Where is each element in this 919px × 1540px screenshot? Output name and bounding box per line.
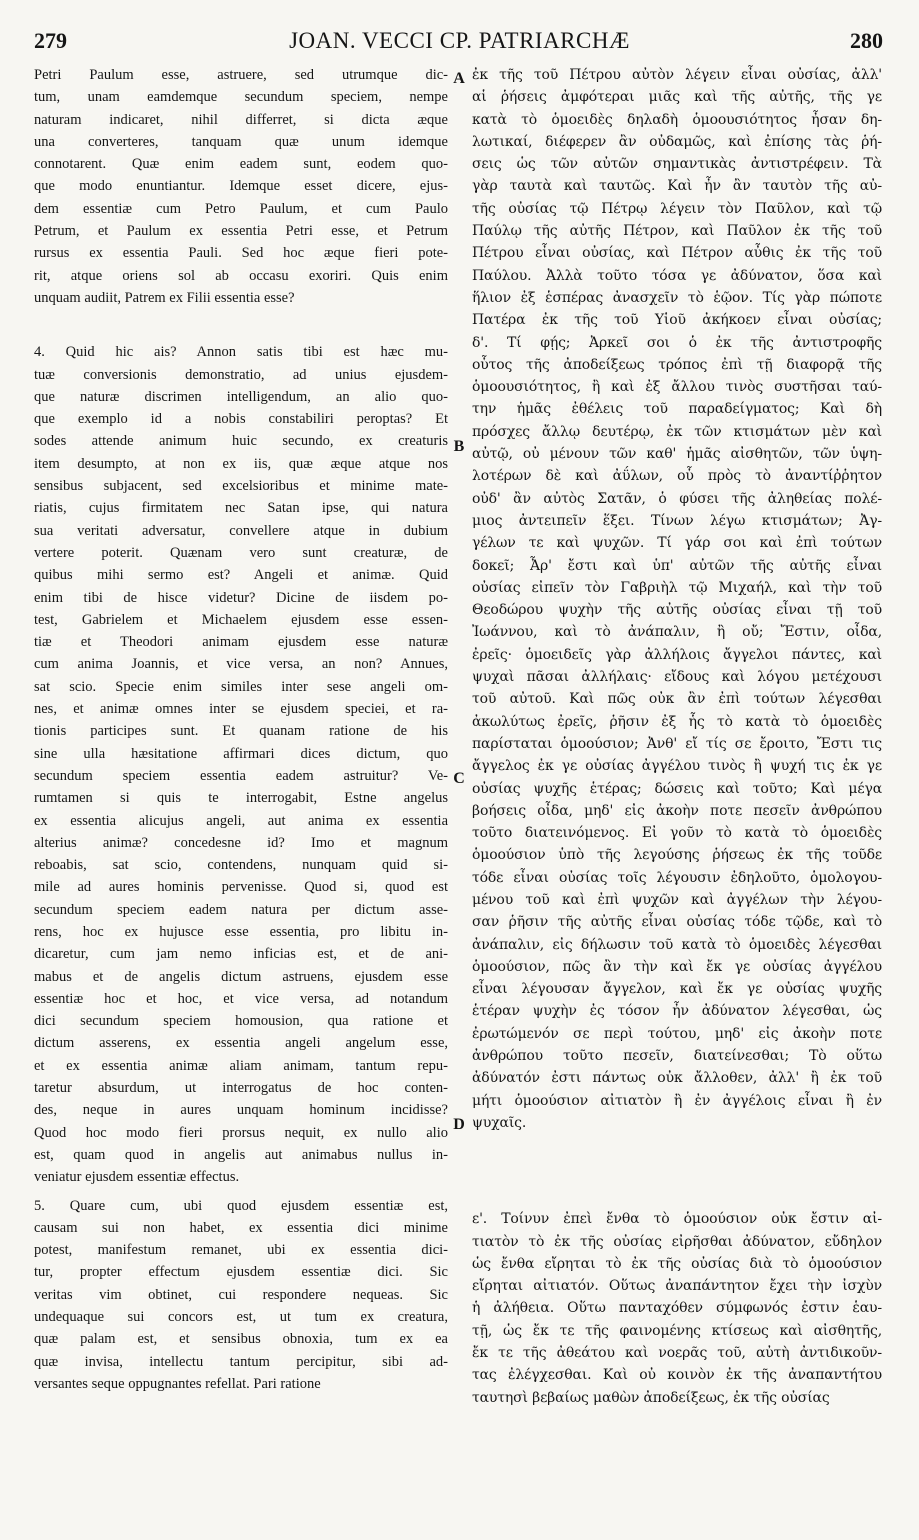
text-line: causam sui non habet, ex essentia dici minime (34, 1219, 448, 1236)
text-line: sat scio. Specie enim similes inter sese angeli om- (34, 678, 448, 695)
text-line: παρίσταται ὁμοούσιον; Ἀνθ' εἴ τίς σε ἔροιτο, Ἔστι τις (472, 735, 882, 752)
text-line: λωτικαί, διέφερεν ἂν οὐδαμῶς, καὶ ἐπίσης τὰς ῥή- (472, 133, 882, 150)
text-line: et ex essentia animæ aliam animam, tantum repu- (34, 1057, 448, 1074)
text-line: οὐσίας εἰπεῖν τὸν Γαβριὴλ τῷ Μιχαήλ, καὶ τὴν τοῦ (472, 579, 882, 596)
text-line: τῆς οὐσίας τῷ Πέτρῳ λέγειν τὸν Παῦλον, καὶ τῷ (472, 200, 882, 217)
text-line: ψυχαῖς. (472, 1114, 527, 1131)
margin-marker-d: D (453, 1116, 465, 1133)
text-line: dem essentiæ cum Petro Paulum, et cum Paulo (34, 200, 448, 217)
text-line: dicaretur, cum jam nemo inficias est, et de ani- (34, 946, 448, 963)
text-line: μήτι ὁμοούσιον αἰτιατὸν ἢ ἐν ἀγγέλοις εἶναι ἢ ἐν (472, 1092, 882, 1109)
text-line: Θεοδώρου ψυχὴν τῆς αὐτῆς οὐσίας εἶναι τῇ τοῦ (472, 602, 882, 619)
text-line: ταυτησὶ βεβαίως μαθὼν ἀποδείξεως, ἐκ τῆς οὐσίας (472, 1389, 830, 1406)
greek-paragraph-5 (472, 1208, 882, 1409)
text-line: ὡς ἔνθα εἴρηται τὸ ἐκ τῆς οὐσίας διὰ τὸ ὁμοούσιον (472, 1255, 882, 1272)
text-line: mabus et de angelis dictum astruens, ejusdem esse (34, 968, 448, 985)
text-line: πρόσχες ἄλλῳ δευτέρῳ, ἐκ τῶν κτισμάτων μὲν καὶ (472, 423, 882, 440)
text-line: κατὰ τὸ ὁμοειδὲς δηλαδὴ ὁμοουσιότητος ἦσαν δη- (472, 111, 882, 128)
text-line: alterius animæ? concedesne id? Imo et magnum (34, 834, 448, 851)
text-line: tur, propter effectum ejusdem essentiæ dici. Sic (34, 1264, 448, 1281)
greek-column (472, 64, 882, 1409)
text-line: potest, manifestum remanet, ubi ex essentia dici- (34, 1242, 448, 1259)
text-line: τόδε εἶναι οὐσίας τοῖς λέγουσιν ἐδηλοῦτο, ὁμολογου- (472, 869, 882, 886)
text-line: unquam audiit, Patrem ex Filii essentia esse? (34, 289, 295, 306)
text-line: ἐκ τῆς τοῦ Πέτρου αὐτὸν λέγειν εἶναι οὐσίας, ἀλλ' (472, 67, 882, 83)
text-line: ἡ ἀλήθεια. Οὕτω πανταχόθεν σύμφωνός ἐστιν ἑαυ- (472, 1300, 882, 1317)
text-line: veniatur ejusdem essentiæ effectus. (34, 1169, 240, 1186)
text-line: Ἰωάννου, καὶ τὸ ἀνάπαλιν, ἢ οὔ; Ἔστιν, οἶδα, (472, 624, 882, 641)
text-line: οὐσίας ψυχῆς ἑτέρας; δώσεις καὶ τοῦτο; Καὶ μέγα (472, 780, 882, 797)
text-line: Πέτρου εἶναι οὐσίας, καὶ Πέτρον αὖθις ἐκ τῆς τοῦ (472, 245, 882, 262)
running-title: JOAN. VECCI CP. PATRIARCHÆ (289, 28, 630, 53)
text-line: ἔκ τε τῆς ἀθεάτου καὶ νοερᾶς τοῦ, αὐτὴ ἀντιδικοῦν- (472, 1345, 882, 1362)
text-line: ε'. Τοίνυν ἐπεὶ ἔνθα τὸ ὁμοούσιον οὐκ ἔστιν αἰ- (472, 1211, 882, 1228)
text-line: ἄγγελος ἐκ γε οὐσίας ἀγγέλου τινὸς ἢ ψυχή τις ἐκ γε (472, 758, 882, 775)
text-line: μιος ἀντειπεῖν ἕξει. Τίνων λέγω κτισμάτων; Ἀγ- (472, 512, 882, 529)
text-line: ἀνθρώπου τοῦτο πεσεῖν, διατείνεσθαι; Τὸ οὕτω (472, 1048, 882, 1065)
text-line: ἐρωτώμενόν σε περὶ τούτου, μηδ' εἰς ἀκοὴν ποτε (472, 1025, 882, 1042)
text-line: Quod hoc modo fieri prorsus nequit, ex nullo alio (34, 1124, 448, 1141)
text-line: τοῦτο διατεινόμενος. Εἰ γοῦν τὸ κατὰ τὸ ὁμοειδὲς (472, 825, 882, 842)
text-line: sensibus subjacent, sed excelsioribus et minime mate- (34, 478, 448, 495)
text-line: vertere poterit. Quænam vero sunt creaturæ, de (34, 544, 448, 561)
text-line: εἶναι λέγουσαν ἄγγελον, καὶ ἔκ γε οὐσίας ψυχῆς (472, 981, 882, 998)
page-header (0, 28, 919, 68)
text-line: quibus mihi sermo est? Angeli et animæ. Quid (34, 567, 448, 584)
text-line: ἀκωλύτως ἐρεῖς, ῥῆσιν ἐξ ἧς τὸ κατὰ τὸ ὁμοειδὲς (472, 713, 882, 730)
text-line: tuæ conversionis demonstratio, ad unius ejusdem- (34, 366, 448, 383)
text-line: taretur absurdum, ut interrogatus de hoc conten- (34, 1080, 448, 1097)
text-line: veritas vim obtinet, cui respondere nequeas. Sic (34, 1286, 448, 1303)
text-line: ὁμοουσιότητος, ἢ καὶ ἐξ ἄλλου τινὸς συστῆσαι ταύ- (472, 379, 882, 396)
text-line: rursus ex essentia Pauli. Sed hoc æque fieri pote- (34, 245, 448, 262)
text-line: mile ad aures hominis pervenisse. Quod si, quod est (34, 879, 448, 896)
text-line: rit, atque oriens sol ab occasu exoriri. Quis enim (34, 267, 448, 284)
text-line: ὁμοούσιον ὑπὸ τῆς λεγούσης ῥήσεως ἐκ τῆς τοῦδε (472, 847, 882, 864)
text-line: σαν ῥῆσιν τῆς αὐτῆς εἶναι οὐσίας τόδε τῷδε, καὶ τὸ (472, 914, 882, 931)
text-line: connotarent. Quæ enim eadem sunt, eodem quo- (34, 156, 448, 173)
text-line: μένου τοῦ καὶ ἐπὶ ψυχῶν καὶ ἀγγέλων τὴν λέγου- (472, 891, 882, 908)
text-line: αἱ ῥήσεις ἀμφότεραι μιᾶς καὶ τῆς αὐτῆς, τῆς γε (472, 89, 882, 106)
text-line: αὐτῷ, οὐ μένουν τῶν καθ' ἡμᾶς αἰσθητῶν, τῶν ὑψη- (472, 446, 882, 463)
text-line: que modo enuntiantur. Idemque esset dicere, ejus- (34, 178, 448, 195)
text-line: essentiæ hoc et hoc, et vice versa, ad notandum (34, 990, 448, 1007)
text-line: δ'. Τί φῄς; Ἀρκεῖ σοι ὁ ἐκ τῆς ἀντιστροφῆς (472, 334, 882, 351)
text-line: dictum asserens, ex essentia angeli angelum esse, (34, 1035, 448, 1052)
margin-marker-b: B (453, 438, 465, 455)
text-line: sodes attende animum huic secundo, ex creaturis (34, 433, 448, 450)
text-line: οὗτος τῆς ἀποδείξεως τρόπος ἐπὶ τῇ διαφορᾷ τῆς (472, 356, 882, 373)
text-line: Petri Paulum esse, astruere, sed utrumque dic- (34, 67, 448, 83)
text-line: tiæ et Theodori animam ejusdem esse naturæ (34, 634, 448, 651)
text-line: εἴρηται αἰτιατόν. Οὕτως ἀναπάντητον ἔχει τὴν ἰσχὺν (472, 1278, 882, 1295)
text-line: sua veritati adversatur, convellere atque in dubium (34, 522, 448, 539)
text-line: τας ἐλέγχεσθαι. Καὶ οὐ κοινὸν ἐκ τῆς ἀναπαντήτου (472, 1367, 882, 1384)
text-line: undequaque sui concors est, ut tum ex creatura, (34, 1309, 448, 1326)
text-line: enim tibi de hisce videtur? Dicine de iisdem po- (34, 589, 448, 606)
text-line: nes, et animæ omnes inter se ejusdem speciei, et ra- (34, 701, 448, 718)
text-line: Παύλου. Ἀλλὰ τοῦτο τόσα γε ἀδύνατον, ὅσα καὶ (472, 267, 882, 284)
text-line: reboabis, sat scio, contendens, nunquam quid si- (34, 857, 448, 874)
latin-paragraph-5 (34, 1195, 448, 1396)
margin-marker-a: A (453, 70, 465, 87)
text-line: rumtamen si quis te interrogabit, Estne angelus (34, 790, 448, 807)
text-line: ex essentia alicujus angeli, aut anima ex essentia (34, 812, 448, 829)
text-line: γέλων τε καὶ ψυχῶν. Τί γάρ σοι καὶ ἐπὶ τούτων (472, 535, 882, 552)
text-line: una converteres, tanquam quæ unum idemque (34, 133, 448, 150)
text-line: est, quam quod in angelis aut animabus nullus in- (34, 1146, 448, 1163)
text-line: γὰρ ταυτὰ καὶ ταυτῶς. Καὶ ἦν ἂν ταυτὸν τῆς αὐ- (472, 178, 882, 195)
text-line: ἑτέραν ψυχὴν ἐς τόσον ἦν ἀδύνατον λέγεσθαι, ὡς (472, 1003, 882, 1020)
latin-paragraph-4 (34, 341, 448, 1188)
text-line: την ἡμᾶς ἐθέλεις τοῦ παραδείγματος; Καὶ δὴ (472, 401, 882, 418)
text-line: naturam indicaret, nihil differret, si dicta æque (34, 111, 448, 128)
latin-column (34, 64, 448, 1395)
text-line: dici secundum speciem homousion, qua ratione et (34, 1013, 448, 1030)
text-line: que exemplo id a nobis constabiliri peroptas? Et (34, 411, 448, 428)
text-line: ἀδύνατόν ἐστι πάντως οὐκ ἄλλοθεν, ἀλλ' ἢ ἐκ τοῦ (472, 1070, 882, 1087)
text-line: ὁμοούσιον, πῶς ἂν τὴν καὶ ἔκ γε οὐσίας ἀγγέλου (472, 958, 882, 975)
page-number-right: 280 (850, 28, 883, 53)
text-line: δοκεῖ; Ἆρ' ἔστι καὶ ὑπ' αὐτῶν τῆς αὐτῆς εἶναι (472, 557, 882, 574)
text-line: τιατὸν τὸ ἐκ τῆς οὐσίας εἰρῆσθαι ἀδύνατον, εὔδηλον (472, 1233, 882, 1250)
page-number-left: 279 (34, 28, 67, 53)
text-line: quæ palam est, et sensibus obnoxia, tum ex ea (34, 1331, 448, 1348)
text-line: tum, unam eamdemque secundum speciem, nempe (34, 89, 448, 106)
text-line: test, Gabrielem et Michaelem ejusdem esse essen- (34, 611, 448, 628)
text-line: 5. Quare cum, ubi quod ejusdem essentiæ est, (34, 1197, 448, 1214)
text-line: ψυχαὶ πᾶσαι ἀλλήλαις· εἴδους καὶ λόγου μετέχουσι (472, 669, 882, 686)
text-line: ἥλιον ἐξ ἑσπέρας ἀνασχεῖν τὸ ἑῷον. Τίς γὰρ πώποτε (472, 289, 882, 306)
greek-paragraph-1 (472, 64, 882, 1134)
text-line: secundum speciem eadem natura per dictum asse- (34, 901, 448, 918)
text-line: tionis participes sunt. Et quanam ratione de his (34, 723, 448, 740)
text-line: item desumpto, at non ex iis, quæ æque atque nos (34, 455, 448, 472)
text-line: ἐρεῖς· ὁμοειδεῖς γὰρ ἀλλήλοις ἄγγελοι πάντες, καὶ (472, 646, 882, 663)
text-line: rens, hoc ex hujusce esse essentia, pro libitu in- (34, 923, 448, 940)
text-line: sine ulla hæsitatione affirmari dices dictum, quo (34, 745, 448, 762)
text-line: que naturæ discrimen intelligendum, an alio quo- (34, 388, 448, 405)
text-line: secundum speciem essentia eadem astruitur? Ve- (34, 767, 448, 784)
text-line: ἀνάπαλιν, εἰς δήλωσιν τοῦ κατὰ τὸ ὁμοειδὲς λέγεσθαι (472, 936, 882, 953)
text-line: οὐδ' ἂν αὐτὸς Σατᾶν, ὁ φύσει τῆς ἀληθείας πολέ- (472, 490, 882, 507)
text-line: Πατέρα ἐκ τῆς τοῦ Υἱοῦ ἀκήκοεν εἶναι οὐσίας; (472, 312, 882, 329)
text-line: τῇ, ὡς ἔκ τε τῆς φαινομένης κτίσεως καὶ αἰσθητῆς, (472, 1322, 882, 1339)
text-line: βοήσεις οἶδα, μηδ' εἰς ἀκοὴν ποτε πεσεῖν ἀνθρώπου (472, 802, 882, 819)
text-line: cum anima Joannis, et vice versa, an non? Annues, (34, 656, 448, 673)
text-line: λοτέρων δὲ καὶ ἀΰλων, οὗ πρὸς τὸ ἀναντίῤῥητον (472, 468, 882, 485)
text-line: riatis, cujus firmitatem nec Satan ipse, qui natura (34, 500, 448, 517)
text-line: quæ invisa, intellectu tantum percipitur, sibi ad- (34, 1353, 448, 1370)
text-line: 4. Quid hic ais? Annon satis tibi est hæc mu- (34, 344, 448, 361)
text-line: σεις ὡς τῶν αὐτῶν σημαντικὰς ἀντιστρέφειν. Τὰ (472, 156, 882, 173)
text-line: Petrum, et Paulum ex essentia Petri esse, et Petrum (34, 223, 448, 240)
margin-marker-c: C (453, 770, 465, 787)
text-line: versantes seque oppugnantes refellat. Pari ratione (34, 1375, 321, 1392)
text-line: Παύλῳ τῆς αὐτῆς Πέτρον, καὶ Παῦλον ἐκ τῆς τοῦ (472, 223, 882, 240)
text-line: τοῦ αὐτοῦ. Καὶ πῶς οὐκ ἂν ἐπὶ τούτων λέγεσθαι (472, 691, 882, 708)
latin-paragraph-1 (34, 64, 448, 309)
text-line: des, neque in aures unquam hominum incidisse? (34, 1102, 448, 1119)
